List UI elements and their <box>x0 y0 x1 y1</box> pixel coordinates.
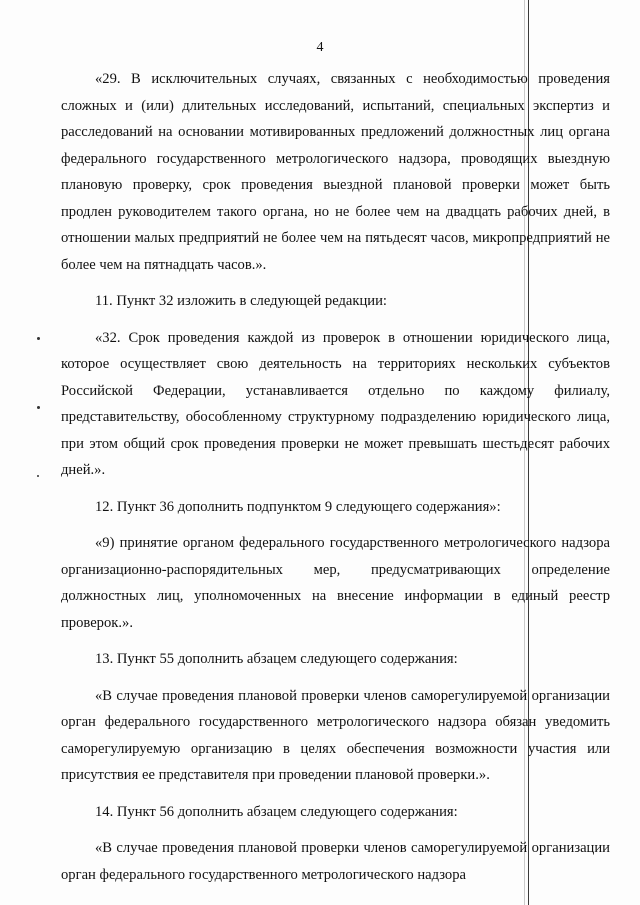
scan-speck <box>37 406 40 409</box>
document-body <box>61 66 610 898</box>
paragraph-55-addition: «В случае проведения плановой проверки членов саморегулируемой организации орган федерального государственного метрологического надзора обязан уведомить саморегулируемую организацию в целях обеспечения возможности участия или присутствия ее представителя при проведении плановой проверки.». <box>61 687 610 783</box>
paragraph-29: «29. В исключительных случаях, связанных с необходимостью проведения сложных и (или) длительных исследований, испытаний, специальных экспертиз и расследований на основании мотивированных предложений должностных лиц органа федерального государственного метрологического надзора, проводящих выездную плановую проверку, срок проведения выездной плановой проверки может быть продлен руководителем такого органа, но не более чем на двадцать рабочих дней, в отношении малых предприятий не более чем на пятьдесят часов, микропредприятий не более чем на пятнадцать часов.». <box>61 71 610 273</box>
paragraph-item-13: 13. Пункт 55 дополнить абзацем следующего содержания: <box>95 651 458 667</box>
paragraph-item-12: 12. Пункт 36 дополнить подпунктом 9 следующего содержания»: <box>95 498 501 515</box>
paragraph-56-addition: «В случае проведения плановой проверки членов саморегулируемой организации орган федерального государственного метрологического надзора <box>61 840 610 883</box>
paragraph-sub-9: «9) принятие органом федерального государственного метрологического надзора организационно-распорядительных мер, предусматривающих определение должностных лиц, уполномоченных на внесение информации в единый реестр проверок.». <box>61 535 610 631</box>
paragraph-item-14: 14. Пункт 56 дополнить абзацем следующего содержания: <box>95 803 458 820</box>
scan-speck <box>37 475 39 477</box>
scan-speck <box>37 337 40 340</box>
paragraph-32: «32. Срок проведения каждой из проверок в отношении юридического лица, которое осуществляет свою деятельность на территориях нескольких субъектов Российской Федерации, устанавливается отдельно по каждому филиалу, представительству, обособленному структурному подразделению юридического лица, при этом общий срок проведения проверки не может превышать шестьдесят рабочих дней.». <box>61 329 610 478</box>
paragraph-item-11: 11. Пункт 32 изложить в следующей редакции: <box>95 293 387 309</box>
page-number: 4 <box>316 40 324 55</box>
